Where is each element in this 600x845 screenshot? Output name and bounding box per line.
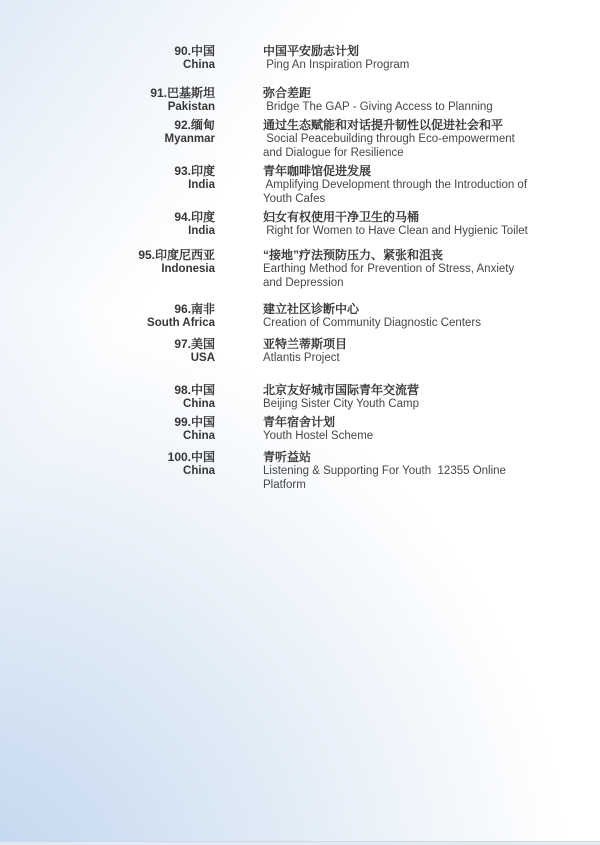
entry-title-en-line: Atlantis Project [263,352,340,364]
entry-country-en: Indonesia [161,263,215,275]
entry-title-en-line: Listening & Supporting For Youth 12355 Online [263,465,506,477]
entry-title-en-line: and Dialogue for Resilience [263,147,404,159]
entry-title-en [263,178,597,206]
entry-title-en [263,464,597,492]
entry-country-en: Myanmar [164,133,215,145]
entry-country-cell [0,248,215,276]
entry-title-en [263,397,597,411]
entry-country-cell [0,86,215,114]
entry-title-zh: 通过生态赋能和对话提升韧性以促进社会和平 [263,118,504,132]
list-item [0,383,600,411]
list-item [0,415,600,443]
entry-title-en [263,224,597,238]
entry-title-cell [263,118,597,160]
entry-country-en: India [188,179,215,191]
entry-title-cell [263,164,597,206]
entry-title-cell [263,415,597,443]
entry-title-zh: 北京友好城市国际青年交流营 [263,383,420,397]
entry-title-en-line: Right for Women to Have Clean and Hygienic Toilet [263,225,528,237]
entry-title-zh: 中国平安励志计划 [263,44,360,58]
entry-title-cell [263,210,597,238]
entry-country-cell [0,383,215,411]
entry-title-en-line: Youth Cafes [263,193,326,205]
entry-title-en-line: and Depression [263,277,344,289]
entry-title-cell [263,86,597,114]
entry-title-zh: 妇女有权使用干净卫生的马桶 [263,210,420,224]
entry-title-en-line: Bridge The GAP - Giving Access to Planning [263,101,493,113]
entry-number-country-zh: 90.中国 [174,44,215,58]
entry-country-en: China [183,398,215,410]
entry-country-cell [0,450,215,478]
entry-title-zh: 青听益站 [263,450,312,464]
entry-title-en-line: Youth Hostel Scheme [263,430,374,442]
entry-title-zh: 弥合差距 [263,86,312,100]
entry-title-cell [263,248,597,290]
entry-country-en: South Africa [147,317,215,329]
entry-title-en [263,132,597,160]
entry-number-country-zh: 100.中国 [167,450,215,464]
list-item [0,337,600,365]
entry-title-en-line: Earthing Method for Prevention of Stress, Anxiety [263,263,515,275]
entry-number-country-zh: 98.中国 [174,383,215,397]
entry-title-en-line: Ping An Inspiration Program [263,59,410,71]
entry-title-en [263,100,597,114]
entry-title-en-line: Amplifying Development through the Introduction of [263,179,528,191]
entry-number-country-zh: 97.美国 [174,337,215,351]
entry-number-country-zh: 92.缅甸 [174,118,215,132]
list-item [0,118,600,160]
entry-number-country-zh: 94.印度 [174,210,215,224]
entry-country-cell [0,302,215,330]
entry-title-cell [263,450,597,492]
entry-country-cell [0,415,215,443]
list-item [0,164,600,206]
list-item [0,86,600,114]
entry-title-en-line: Creation of Community Diagnostic Centers [263,317,481,329]
entry-number-country-zh: 91.巴基斯坦 [150,86,215,100]
list-item [0,248,600,290]
list-item [0,302,600,330]
entry-title-en-line: Platform [263,479,306,491]
entry-title-en [263,351,597,365]
entry-title-en [263,429,597,443]
entry-number-country-zh: 95.印度尼西亚 [138,248,215,262]
entry-title-cell [263,383,597,411]
list-item [0,210,600,238]
entry-country-cell [0,118,215,146]
entry-country-en: USA [190,352,215,364]
entry-number-country-zh: 96.南非 [174,302,215,316]
entry-title-en [263,316,597,330]
entry-country-en: China [183,465,215,477]
entry-country-cell [0,337,215,365]
entry-title-zh: 青年宿舍计划 [263,415,336,429]
entry-title-cell [263,302,597,330]
entry-title-en [263,262,597,290]
entry-title-en [263,58,597,72]
entry-title-cell [263,337,597,365]
entry-title-cell [263,44,597,72]
entry-country-cell [0,210,215,238]
entry-title-zh: “接地”疗法预防压力、紧张和沮丧 [263,248,444,262]
entry-title-zh: 建立社区诊断中心 [263,302,360,316]
entry-number-country-zh: 99.中国 [174,415,215,429]
entry-title-zh: 亚特兰蒂斯项目 [263,337,348,351]
entry-country-en: China [183,430,215,442]
list-item [0,450,600,492]
entry-country-cell [0,44,215,72]
page-bottom-edge [0,841,600,845]
entry-title-en-line: Social Peacebuilding through Eco-empowerment [263,133,515,145]
entry-title-zh: 青年咖啡馆促进发展 [263,164,372,178]
entry-title-en-line: Beijing Sister City Youth Camp [263,398,419,410]
entry-country-en: China [183,59,215,71]
entry-country-en: India [188,225,215,237]
entry-country-cell [0,164,215,192]
entry-number-country-zh: 93.印度 [174,164,215,178]
list-item [0,44,600,72]
entry-country-en: Pakistan [167,101,215,113]
